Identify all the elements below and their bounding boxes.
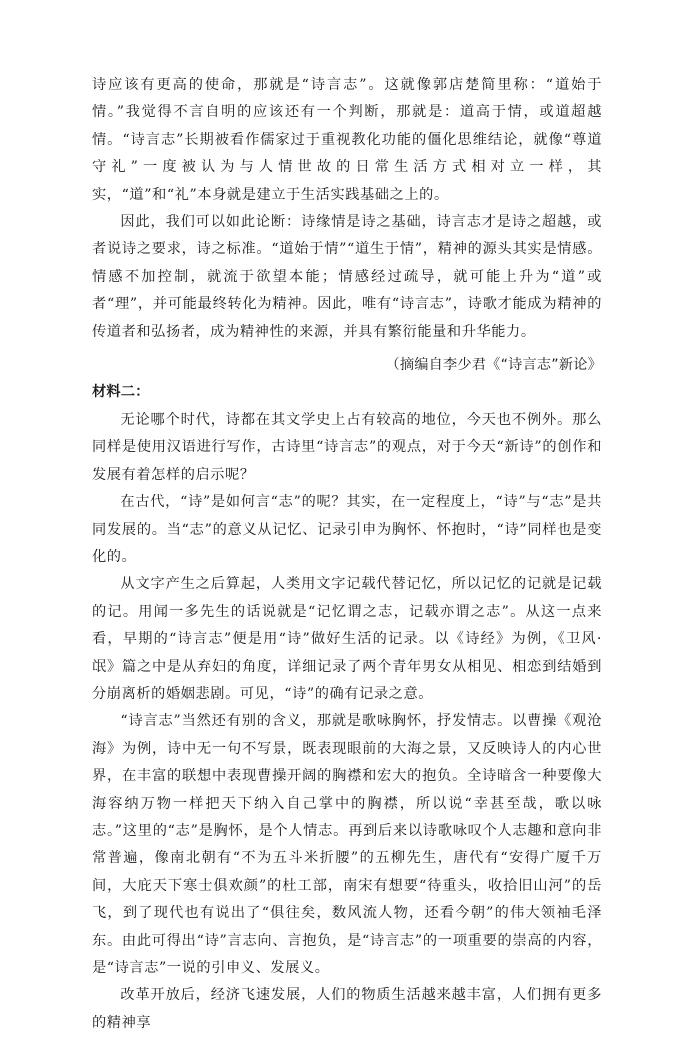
source-note: （摘编自李少君《“诗言志”新论》 (385, 357, 602, 374)
paragraph: 在古代，“诗”是如何言“志”的呢？其实，在一定程度上，“诗”与“志”是共同发展的。当“志”的意义从记忆、记录引申为胸怀、怀抱时，“诗”同样也是变化的。 (92, 494, 602, 565)
paragraph: 无论哪个时代，诗都在其文学史上占有较高的地位，今天也不例外。那么同样是使用汉语进行写作，古诗里“诗言志”的观点，对于今天“新诗”的创作和发展有着怎样的启示呢？ (92, 411, 602, 483)
paragraph: “诗言志”当然还有别的含义，那就是歌咏胸怀，抒发情志。以曹操《观沧海》为例，诗中无一句不写景，既表现眼前的大海之景，又反映诗人的内心世界，在丰富的联想中表现曹操开阔的胸襟和宏大的抱负。全诗暗含一种要像大海容纳万物一样把天下纳入自己掌中的胸襟，所以说“幸甚至哉，歌以咏志。”这里的“志”是胸怀，是个人情志。再到后来以诗歌咏叹个人志趣和意向非常普遍，像南北朝有“不为五斗米折腰”的五柳先生，唐代有“安得广厦千万间，大庇天下寒士俱欢颜”的杜工部，南宋有想要“待重头，收拾旧山河”的岳飞，到了现代也有说出了“俱往矣，数风流人物，还看今朝”的伟大领袖毛泽东。由此可得出“诗”言志向、言抱负，是“诗言志”的一项重要的崇高的内容，是“诗言志”一说的引申义、发展义。 (92, 713, 602, 976)
section-title: 材料二： (92, 384, 150, 401)
paragraph: 诗应该有更高的使命，那就是“诗言志”。这就像郭店楚简里称：“道始于情。”我觉得不言自明的应该还有一个判断，那就是：道高于情，或道超越情。“诗言志”长期被看作儒家过于重视教化功能的僵化思维结论，就像“尊道守礼”一度被认为与人情世故的日常生活方式相对立一样，其实，“道”和“礼”本身就是建立于生活实践基础之上的。 (92, 77, 602, 203)
paragraph: 因此，我们可以如此论断：诗缘情是诗之基础，诗言志才是诗之超越，或者说诗之要求，诗之标准。“道始于情”“道生于情”，精神的源头其实是情感。情感不加控制，就流于欲望本能；情感经过疏导，就可能上升为“道”或者“理”，并可能最终转化为精神。因此，唯有“诗言志”，诗歌才能成为精神的传道者和弘扬者，成为精神性的来源，并具有繁衍能量和升华能力。 (92, 214, 602, 340)
paragraph: 从文字产生之后算起，人类用文字记载代替记忆，所以记忆的记就是记载的记。用闻一多先生的话说就是“记忆谓之志，记载亦谓之志”。从这一点来看，早期的“诗言志”便是用“诗”做好生活的记录。以《诗经》为例，《卫风·氓》篇之中是从弃妇的角度，详细记录了两个青年男女从相见、相恋到结婚到分崩离析的婚姻悲剧。可见，“诗”的确有记录之意。 (92, 576, 602, 702)
paragraph: 改革开放后，经济飞速发展，人们的物质生活越来越丰富，人们拥有更多的精神享 (92, 987, 602, 1031)
